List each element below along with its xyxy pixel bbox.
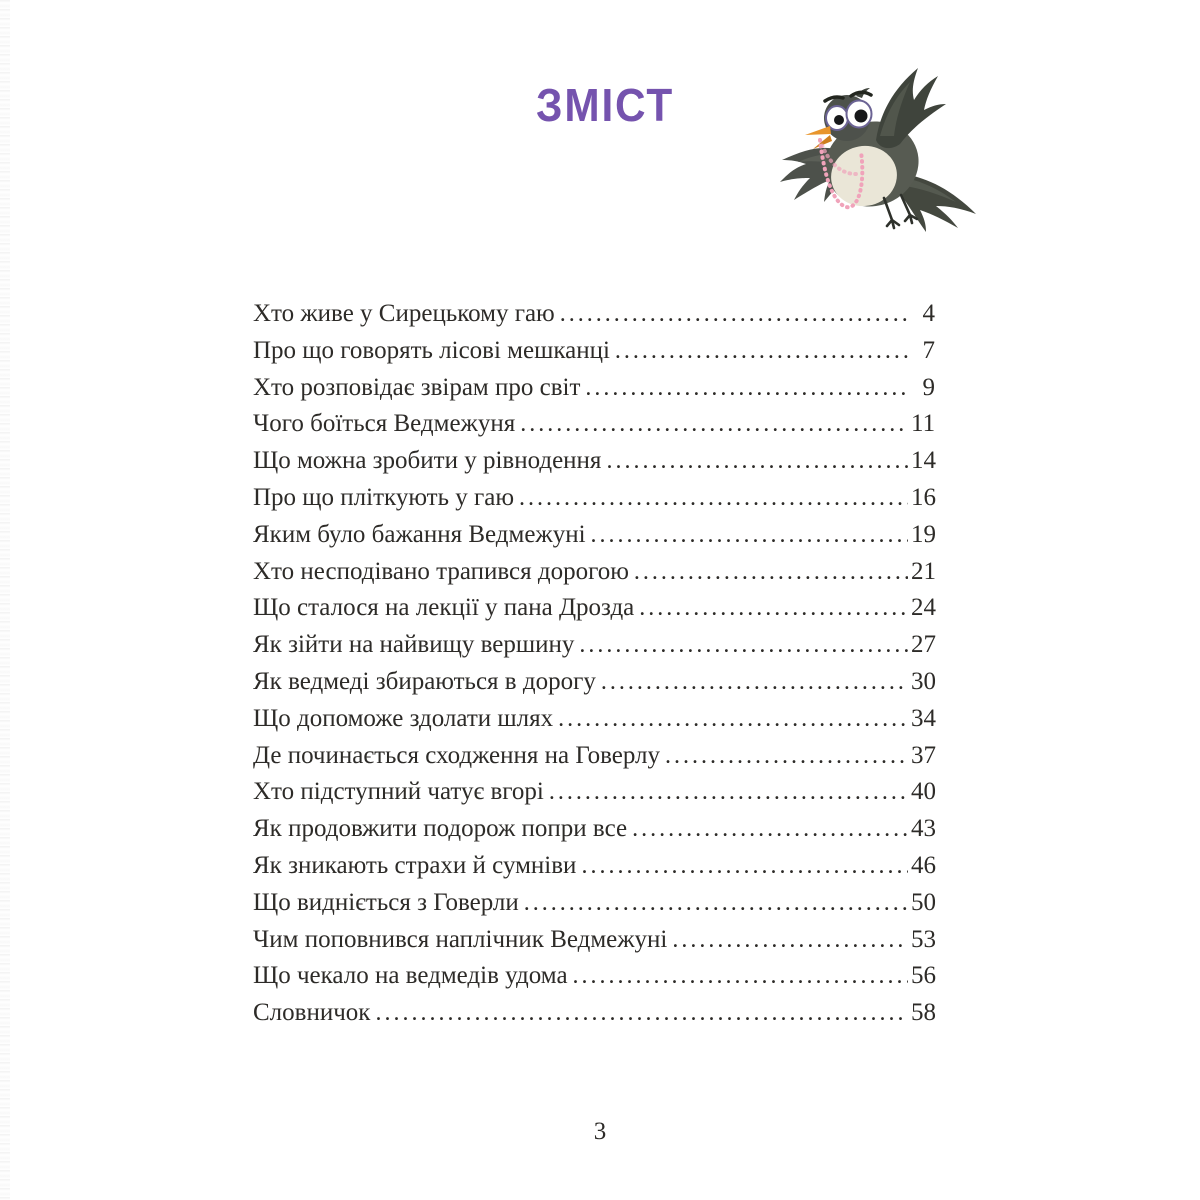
toc-entry-title: Про що говорять лісові мешканці: [253, 336, 610, 364]
dot-leader: [519, 485, 908, 512]
toc-entry-title: Як зійти на найвищу вершину: [253, 631, 575, 659]
dot-leader: [632, 816, 908, 843]
table-of-contents: [253, 300, 935, 1036]
dot-leader: [524, 890, 908, 917]
toc-entry-title: Що можна зробити у рівнодення: [253, 447, 602, 475]
dot-leader: [665, 743, 908, 770]
page-number: 3: [593, 1118, 607, 1145]
toc-entry-page: 7: [922, 336, 935, 364]
dot-leader: [601, 669, 908, 696]
dot-leader: [560, 301, 908, 328]
toc-entry-title: Хто несподівано трапився дорогою: [253, 557, 629, 585]
toc-entry: [253, 889, 935, 926]
toc-entry-title: Чим поповнився наплічник Ведмежуні: [253, 925, 668, 953]
toc-entry-page: 14: [911, 447, 936, 475]
toc-entry-title: Хто розповідає звірам про світ: [253, 373, 581, 401]
right-wing: [876, 68, 946, 148]
toc-entry-page: 56: [911, 962, 936, 990]
toc-entry-page: 24: [911, 594, 936, 622]
toc-entry-page: 4: [922, 300, 935, 327]
toc-entry-page: 53: [911, 925, 936, 953]
dot-leader: [591, 522, 908, 549]
toc-entry: [253, 594, 935, 631]
toc-entry: [253, 778, 935, 815]
toc-entry-title: Що чекало на ведмедів удома: [253, 962, 568, 990]
toc-entry: [253, 668, 935, 705]
toc-entry-title: Що сталося на лекції у пана Дрозда: [253, 594, 635, 622]
toc-entry-page: 34: [911, 704, 936, 732]
dot-leader: [581, 853, 908, 880]
toc-entry-page: 19: [911, 520, 936, 548]
toc-entry-title: Що допоможе здолати шлях: [253, 704, 554, 732]
toc-entry: [253, 631, 935, 668]
toc-entry-title: Словничок: [253, 999, 371, 1027]
toc-entry: [253, 447, 935, 484]
magpie-bird-icon: [768, 56, 1000, 238]
toc-entry: [253, 999, 935, 1036]
dot-leader: [606, 448, 908, 475]
toc-entry: [253, 926, 935, 963]
toc-entry: [253, 410, 935, 447]
toc-entry-page: 40: [911, 778, 936, 806]
toc-entry: [253, 742, 935, 779]
beak: [805, 126, 832, 149]
toc-entry: [253, 374, 935, 411]
toc-entry-page: 9: [922, 373, 935, 401]
toc-entry-title: Хто живе у Сирецькому гаю: [253, 300, 555, 327]
dot-leader: [615, 338, 908, 365]
toc-entry-title: Про що пліткують у гаю: [253, 483, 515, 511]
dot-leader: [634, 559, 908, 586]
toc-entry-title: Як продовжити подорож попри все: [253, 815, 628, 843]
toc-entry-page: 21: [911, 557, 936, 585]
toc-entry-title: Як ведмеді збираються в дорогу: [253, 667, 596, 695]
page-title: ЗМІСТ: [536, 79, 675, 131]
toc-entry: [253, 705, 935, 742]
dot-leader: [585, 375, 908, 402]
dot-leader: [672, 927, 908, 954]
dot-leader: [573, 963, 908, 990]
toc-entry: [253, 852, 935, 889]
toc-entry: [253, 815, 935, 852]
toc-entry: [253, 300, 935, 337]
toc-entry-page: 30: [911, 667, 936, 695]
toc-entry: [253, 484, 935, 521]
toc-entry-page: 46: [911, 851, 936, 879]
toc-entry-page: 11: [911, 410, 936, 438]
scan-edge-artifact: [0, 0, 10, 1200]
toc-entry: [253, 558, 935, 595]
magpie-illustration: [768, 56, 1000, 238]
dot-leader: [375, 1000, 908, 1027]
toc-entry-page: 16: [911, 483, 936, 511]
toc-entry-title: Як зникають страхи й сумніви: [253, 851, 577, 879]
toc-entry-page: 50: [911, 888, 936, 916]
toc-entry-page: 43: [911, 815, 936, 843]
toc-entry-page: 37: [911, 741, 936, 769]
dot-leader: [549, 779, 908, 806]
toc-entry-title: Що видніється з Говерли: [253, 888, 519, 916]
toc-entry: [253, 521, 935, 558]
toc-entry-page: 58: [911, 999, 936, 1027]
toc-entry-title: Чого боїться Ведмежуня: [253, 410, 516, 438]
dot-leader: [579, 632, 908, 659]
toc-entry: [253, 962, 935, 999]
toc-entry-page: 27: [911, 631, 936, 659]
dot-leader: [520, 411, 908, 438]
dot-leader: [558, 706, 908, 733]
toc-entry: [253, 337, 935, 374]
dot-leader: [639, 595, 908, 622]
toc-entry-title: Яким було бажання Ведмежуні: [253, 520, 586, 548]
toc-entry-title: Хто підступний чатує вгорі: [253, 778, 544, 806]
toc-entry-title: Де починається сходження на Говерлу: [253, 741, 661, 769]
